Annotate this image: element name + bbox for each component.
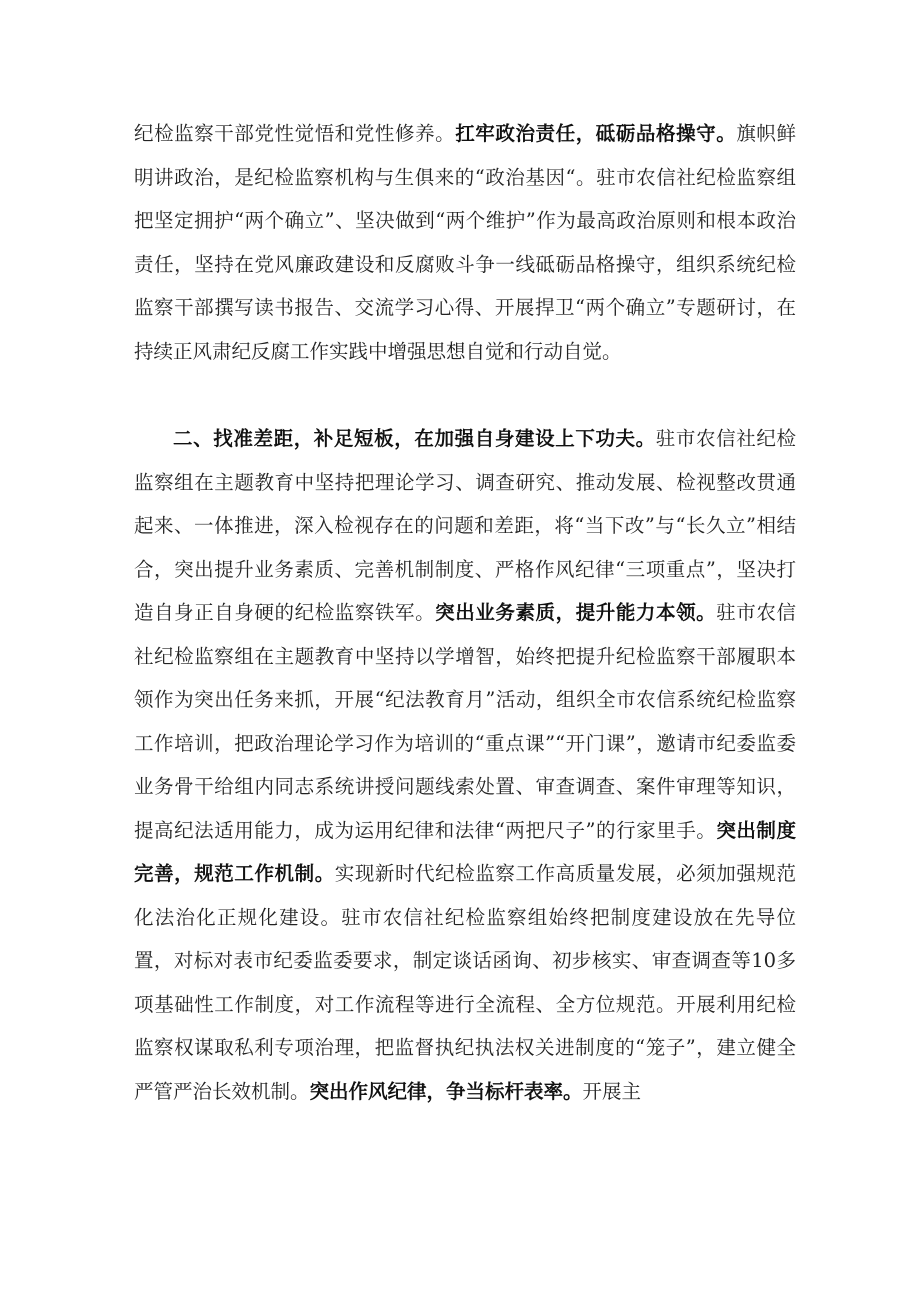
subheading-business-quality: 突出业务素质，提升能力本领。 (435, 601, 717, 624)
paragraph-2-text-4: 开展主 (582, 1079, 642, 1103)
paragraph-2-text-2: 驻市农信社纪检监察组在主题教育中坚持以学增智，始终把提升纪检监察干部履职本领作为突出任务来抓，开展“纪法教育月”活动，组织全市农信系统纪检监察工作培训，把政治理论学习作为培训的“重点课”“开门课”，邀请市纪委监委业务骨干给组内同志系统讲授问题线索处置、审查调查、案件审理等知识，提高纪法适用能力，成为运用纪律和法律“两把尺子”的行家里手。 (134, 601, 796, 842)
paragraph-1-text-1: 纪检监察干部党性觉悟和党性修养。 (134, 122, 456, 145)
paragraph-2-text-3: 实现新时代纪检监察工作高质量发展，必须加强规范化法治化正规化建设。驻市农信社纪检监察组始终把制度建设放在先导位置，对标对表市纪委监委要求，制定谈话函询、初步核实、审查调查等10多项基础性工作制度，对工作流程等进行全流程、全方位规范。开展利用纪检监察权谋取私利专项治理，把监督执纪执法权关进制度的“笼子”，建立健全严管严治长效机制。 (134, 862, 796, 1103)
paragraph-1 (134, 112, 796, 373)
paragraph-2 (134, 417, 796, 1113)
subheading-work-style-discipline: 突出作风纪律，争当标杆表率。 (309, 1079, 583, 1103)
paragraph-1-text-2: 旗帜鲜明讲政治，是纪检监察机构与生俱来的“政治基因“。驻市农信社纪检监察组把坚定拥护“两个确立”、坚决做到“两个维护”作为最高政治原则和根本政治责任，坚持在党风廉政建设和反腐败斗争一线砥砺品格操守，组织系统纪检监察干部撰写读书报告、交流学习心得、开展捍卫“两个确立”专题研讨，在持续正风肃纪反腐工作实践中增强思想自觉和行动自觉。 (134, 122, 796, 363)
section-heading-2: 二、找准差距，补足短板，在加强自身建设上下功夫。 (173, 427, 656, 450)
subheading-system-improvement: 突出制度完善，规范工作机制。 (134, 818, 796, 885)
paragraph-2-text-1: 驻市农信社纪检监察组在主题教育中坚持把理论学习、调查研究、推动发展、检视整改贯通起来、一体推进，深入检视存在的问题和差距，将“当下改”与“长久立”相结合，突出提升业务素质、完善机制制度、严格作风纪律“三项重点”，坚决打造自身正自身硬的纪检监察铁军。 (134, 427, 796, 624)
paragraph-1-heading-bold: 扛牢政治责任，砥砺品格操守。 (455, 122, 737, 145)
